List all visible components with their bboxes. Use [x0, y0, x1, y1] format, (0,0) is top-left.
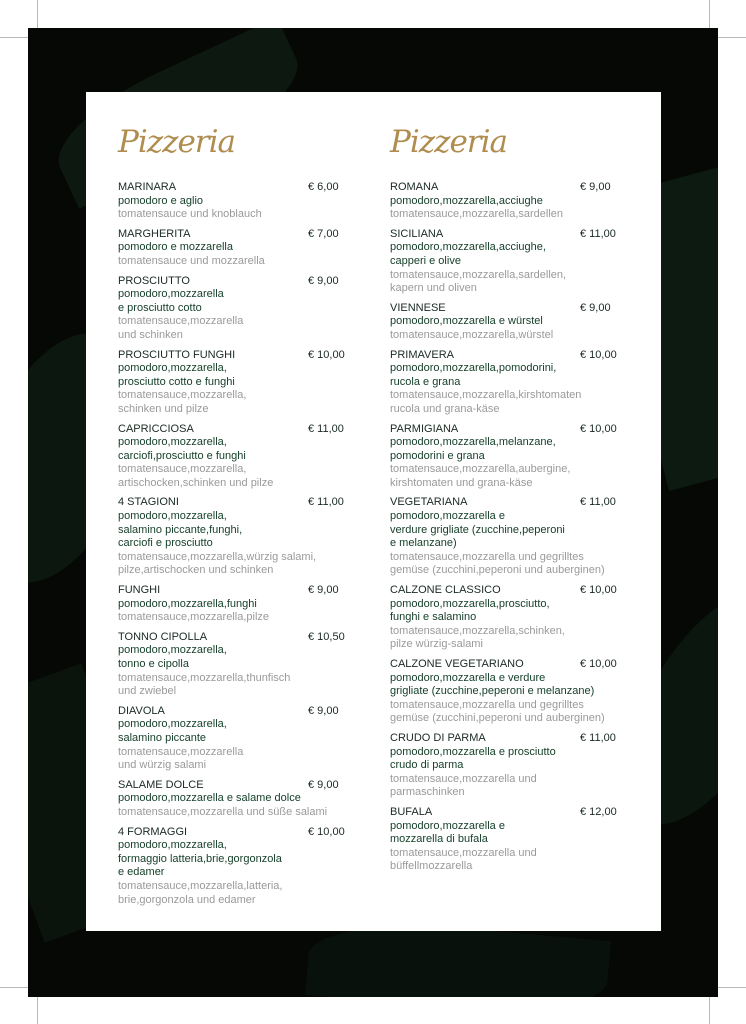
menu-item — [118, 423, 363, 491]
italian-description: crudo di parma — [390, 759, 464, 772]
section-title: Pizzeria — [118, 124, 235, 160]
german-description: tomatensauce,mozzarella,schinken, — [390, 624, 565, 637]
italian-description: pomodoro,mozzarella, — [118, 644, 227, 657]
item-price: € 10,00 — [580, 348, 617, 361]
item-price: € 9,00 — [580, 301, 611, 314]
italian-description: prosciutto cotto e funghi — [118, 375, 235, 388]
item-price: € 11,00 — [308, 496, 344, 509]
italian-description: capperi e olive — [390, 254, 461, 267]
menu-item — [118, 584, 363, 625]
german-description: und würzig salami — [118, 759, 207, 772]
italian-description: pomodoro,mozzarella e verdure — [390, 671, 546, 684]
german-description: tomatensauce,mozzarella,aubergine, — [390, 463, 571, 476]
german-description: tomatensauce,mozzarella — [118, 315, 244, 328]
item-name: SICILIANA — [390, 227, 444, 240]
menu-item — [118, 496, 363, 578]
german-description: brie,gorgonzola und edamer — [118, 893, 256, 906]
german-description: tomatensauce,mozzarella,sardellen — [390, 208, 564, 221]
menu-panel — [86, 92, 661, 931]
menu-item — [118, 705, 363, 773]
italian-description: mozzarella di bufala — [390, 833, 488, 846]
item-name: PROSCIUTTO — [118, 274, 190, 287]
crop-mark — [709, 995, 710, 1024]
italian-description: pomodoro,mozzarella, — [118, 510, 227, 523]
german-description: pilze würzig-salami — [390, 638, 483, 651]
german-description: tomatensauce,mozzarella,thunfisch — [118, 671, 291, 684]
menu-item — [118, 779, 363, 820]
italian-description: pomodoro,mozzarella,acciughe, — [390, 241, 546, 254]
item-name: PARMIGIANA — [390, 422, 459, 435]
italian-description: pomodoro,mozzarella,prosciutto, — [390, 597, 550, 610]
german-description: parmaschinken — [390, 786, 465, 799]
menu-item — [118, 228, 363, 269]
german-description: tomatensauce,mozzarella,sardellen, — [390, 268, 567, 281]
italian-description: pomodoro,mozzarella,acciughe — [390, 194, 543, 207]
item-price: € 7,00 — [308, 227, 339, 240]
german-description: schinken und pilze — [118, 402, 209, 415]
menu-column-right — [390, 92, 635, 880]
menu-item — [390, 584, 635, 652]
german-description: tomatensauce,mozzarella,würzig salami, — [118, 550, 317, 563]
german-description: artischocken,schinken und pilze — [118, 476, 274, 489]
italian-description: pomodoro,mozzarella, — [118, 839, 227, 852]
italian-description: grigliate (zucchine,peperoni e melanzane) — [390, 685, 595, 698]
crop-mark — [0, 987, 28, 988]
menu-item — [118, 349, 363, 417]
italian-description: pomodoro,mozzarella e salame dolce — [118, 792, 301, 805]
menu-list — [390, 181, 635, 874]
item-name: 4 STAGIONI — [118, 496, 179, 509]
italian-description: pomodoro,mozzarella, — [118, 436, 227, 449]
italian-description: carciofi,prosciutto e funghi — [118, 449, 246, 462]
item-price: € 11,00 — [580, 731, 616, 744]
item-name: PROSCIUTTO FUNGHI — [118, 348, 236, 361]
menu-item — [390, 496, 635, 578]
item-price: € 11,00 — [580, 227, 616, 240]
german-description: kapern und oliven — [390, 282, 477, 295]
german-description: tomatensauce,mozzarella und — [390, 846, 537, 859]
italian-description: pomodoro,mozzarella e — [390, 510, 505, 523]
item-price: € 9,00 — [308, 704, 339, 717]
item-price: € 6,00 — [308, 181, 339, 193]
italian-description: pomodoro,mozzarella,melanzane, — [390, 436, 556, 449]
item-name: CAPRICCIOSA — [118, 422, 194, 435]
item-name: CALZONE CLASSICO — [390, 584, 501, 597]
german-description: tomatensauce,mozzarella — [118, 745, 244, 758]
item-price: € 12,00 — [580, 805, 617, 818]
item-price: € 10,00 — [580, 584, 617, 597]
item-price: € 10,00 — [308, 348, 345, 361]
menu-item — [118, 181, 363, 222]
item-name: 4 FORMAGGI — [118, 825, 188, 838]
italian-description: pomodoro,mozzarella e würstel — [390, 315, 543, 328]
italian-description: formaggio latteria,brie,gorgonzola — [118, 852, 282, 865]
german-description: tomatensauce,mozzarella, — [118, 389, 247, 402]
german-description: tomatensauce,mozzarella,kirshtomaten — [390, 389, 582, 402]
german-description: und zwiebel — [118, 685, 177, 698]
german-description: tomatensauce,mozzarella und — [390, 772, 537, 785]
menu-item — [118, 631, 363, 699]
german-description: tomatensauce,mozzarella, — [118, 463, 247, 476]
item-name: VEGETARIANA — [390, 496, 468, 509]
crop-mark — [0, 37, 30, 38]
german-description: tomatensauce,mozzarella und gegrilltes — [390, 698, 584, 711]
italian-description: pomodoro,mozzarella e prosciutto — [390, 745, 556, 758]
german-description: tomatensauce,mozzarella,würstel — [390, 328, 554, 341]
italian-description: pomodoro,mozzarella, — [118, 718, 227, 731]
crop-mark — [718, 987, 746, 988]
italian-description: e melanzane) — [390, 537, 457, 550]
german-description: tomatensauce und mozzarella — [118, 254, 265, 267]
item-name: FUNGHI — [118, 584, 161, 597]
italian-description: carciofi e prosciutto — [118, 537, 213, 550]
item-name: SALAME DOLCE — [118, 778, 204, 791]
item-price: € 9,00 — [308, 274, 339, 287]
menu-item — [118, 826, 363, 908]
item-name: MARGHERITA — [118, 227, 191, 240]
menu-item — [390, 732, 635, 800]
crop-mark — [709, 0, 710, 30]
menu-item — [390, 228, 635, 296]
italian-description: pomodoro,mozzarella,pomodorini, — [390, 362, 557, 375]
italian-description: e edamer — [118, 866, 165, 879]
german-description: tomatensauce,mozzarella,latteria, — [118, 879, 283, 892]
german-description: tomatensauce,mozzarella,pilze — [118, 611, 270, 624]
item-price: € 11,00 — [308, 422, 344, 435]
italian-description: rucola e grana — [390, 375, 461, 388]
menu-list — [118, 181, 363, 907]
item-name: TONNO CIPOLLA — [118, 630, 208, 643]
german-description: tomatensauce,mozzarella und süße salami — [118, 805, 328, 818]
item-price: € 9,00 — [308, 584, 339, 597]
menu-item — [390, 302, 635, 343]
german-description: kirshtomaten und grana-käse — [390, 476, 533, 489]
item-name: VIENNESE — [390, 301, 446, 314]
item-price: € 9,00 — [580, 181, 611, 193]
item-name: MARINARA — [118, 181, 177, 193]
item-name: CRUDO DI PARMA — [390, 731, 486, 744]
italian-description: pomodoro e mozzarella — [118, 241, 233, 254]
menu-column-left — [118, 92, 363, 913]
german-description: gemüse (zucchini,peperoni und auberginen) — [390, 712, 605, 725]
crop-mark — [718, 37, 746, 38]
item-name: PRIMAVERA — [390, 348, 454, 361]
italian-description: funghi e salamino — [390, 611, 477, 624]
section-title: Pizzeria — [390, 124, 507, 160]
menu-item — [390, 806, 635, 874]
italian-description: pomodoro,mozzarella,funghi — [118, 597, 257, 610]
italian-description: pomodoro,mozzarella e — [390, 819, 505, 832]
item-name: ROMANA — [390, 181, 439, 193]
item-name: BUFALA — [390, 805, 433, 818]
italian-description: salamino piccante,funghi, — [118, 523, 243, 536]
italian-description: pomodorini e grana — [390, 449, 485, 462]
italian-description: verdure grigliate (zucchine,peperoni — [390, 523, 565, 536]
german-description: und schinken — [118, 328, 183, 341]
item-price: € 10,00 — [308, 825, 345, 838]
menu-item — [390, 181, 635, 222]
item-price: € 10,00 — [580, 422, 617, 435]
italian-description: tonno e cipolla — [118, 658, 189, 670]
german-description: tomatensauce und knoblauch — [118, 208, 262, 221]
italian-description: salamino piccante — [118, 731, 207, 744]
menu-item — [390, 349, 635, 417]
italian-description: e prosciutto cotto — [118, 301, 202, 314]
german-description: gemüse (zucchini,peperoni und auberginen) — [390, 564, 605, 577]
item-name: CALZONE VEGETARIANO — [390, 658, 524, 670]
menu-item — [390, 658, 635, 726]
crop-mark — [37, 0, 38, 30]
menu-item — [390, 423, 635, 491]
italian-description: pomodoro,mozzarella, — [118, 362, 227, 375]
italian-description: pomodoro e aglio — [118, 194, 204, 207]
german-description: büffellmozzarella — [390, 860, 473, 873]
german-description: rucola und grana-käse — [390, 402, 500, 415]
italian-description: pomodoro,mozzarella — [118, 288, 224, 301]
item-price: € 10,50 — [308, 630, 345, 643]
crop-mark — [37, 995, 38, 1024]
german-description: pilze,artischocken und schinken — [118, 564, 274, 577]
item-price: € 10,00 — [580, 658, 617, 670]
german-description: tomatensauce,mozzarella und gegrilltes — [390, 550, 584, 563]
menu-item — [118, 275, 363, 343]
item-price: € 9,00 — [308, 778, 339, 791]
item-name: DIAVOLA — [118, 704, 165, 717]
item-price: € 11,00 — [580, 496, 616, 509]
